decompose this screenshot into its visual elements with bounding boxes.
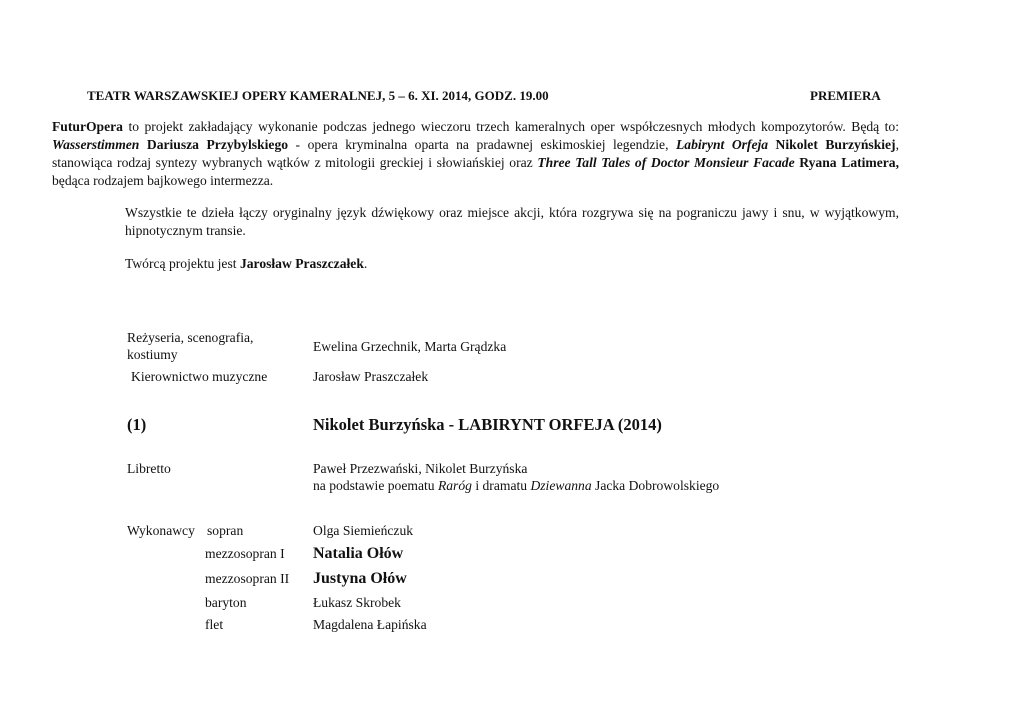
work-title-labirynt: Labirynt Orfeja: [675, 137, 769, 152]
direction-value: Ewelina Grzechnik, Marta Grądzka: [313, 339, 507, 354]
cast-name: Łukasz Skrobek: [313, 595, 401, 610]
premiere-label: PREMIERA: [810, 88, 881, 103]
libretto-authors: Paweł Przezwański, Nikolet Burzyńska: [313, 461, 528, 476]
cast-role: mezzosopran II: [205, 571, 290, 586]
libretto-work-rarog: Raróg: [437, 478, 472, 493]
direction-label-line-1: Reżyseria, scenografia,: [127, 330, 254, 345]
libretto-label: Libretto: [127, 461, 171, 476]
work-title: Nikolet Burzyńska - LABIRYNT ORFEJA (2014): [313, 415, 662, 434]
work-number: (1): [127, 415, 147, 434]
libretto-basis-mid: i dramatu: [471, 478, 531, 493]
music-direction-value: Jarosław Praszczałek: [313, 369, 429, 384]
intro-paragraph: [52, 118, 899, 190]
cast-label: Wykonawcy: [127, 523, 195, 538]
cast-role: sopran: [207, 523, 244, 538]
creator-name: Jarosław Praszczałek: [239, 256, 364, 271]
intro-text-4: będąca rodzajem bajkowego intermezza.: [52, 173, 274, 188]
cast-name: Natalia Ołów: [313, 545, 404, 562]
creator-suffix: .: [363, 256, 368, 271]
libretto-basis: [313, 478, 719, 494]
creator-line: [125, 255, 899, 273]
cast-name: Justyna Ołów: [313, 570, 407, 587]
intro-text-2: - opera kryminalna oparta na pradawnej eskimoskiej legendzie,: [288, 137, 676, 152]
composer-burzynska: Nikolet Burzyńskiej: [768, 137, 896, 152]
intro-text-1: to projekt zakładający wykonanie podczas jednego wieczoru trzech kameralnych oper współczesnych młodych kompozytorów. Będą to:: [122, 119, 899, 134]
cast-name: Olga Siemieńczuk: [313, 523, 414, 538]
libretto-basis-prefix: na podstawie poematu: [313, 478, 438, 493]
music-direction-label: Kierownictwo muzyczne: [131, 369, 268, 384]
libretto-basis-suffix: Jacka Dobrowolskiego: [591, 478, 720, 493]
direction-label: [127, 329, 253, 363]
direction-label-line-2: kostiumy: [127, 347, 178, 362]
cast-role: baryton: [205, 595, 247, 610]
cast-name: Magdalena Łapińska: [313, 617, 427, 632]
composer-przybylski: Dariusza Przybylskiego: [139, 137, 289, 152]
work-title-wasserstimmen: Wasserstimmen: [52, 137, 140, 152]
work-title-three-tall-tales: Three Tall Tales of Doctor Monsieur Facade: [537, 155, 795, 170]
cast-role: mezzosopran I: [205, 546, 285, 561]
creator-prefix: Twórcą projektu jest: [125, 256, 240, 271]
intro-text-3: , stanowiąca rodzaj syntezy wybranych wątków z mitologii greckiej i słowiańskiej oraz: [52, 137, 899, 170]
cast-role: flet: [205, 617, 224, 632]
common-paragraph: Wszystkie te dzieła łączy oryginalny język dźwiękowy oraz miejsce akcji, która rozgrywa się na pograniczu jawy i snu, w wyjątkowym, hipnotycznym transie.: [125, 205, 899, 238]
project-name: FuturOpera: [52, 119, 123, 134]
composer-latimer: Ryana Latimera,: [794, 155, 900, 170]
libretto-work-dziewanna: Dziewanna: [530, 478, 592, 493]
venue-header: TEATR WARSZAWSKIEJ OPERY KAMERALNEJ, 5 – 6. XI. 2014, GODZ. 19.00: [87, 88, 549, 103]
